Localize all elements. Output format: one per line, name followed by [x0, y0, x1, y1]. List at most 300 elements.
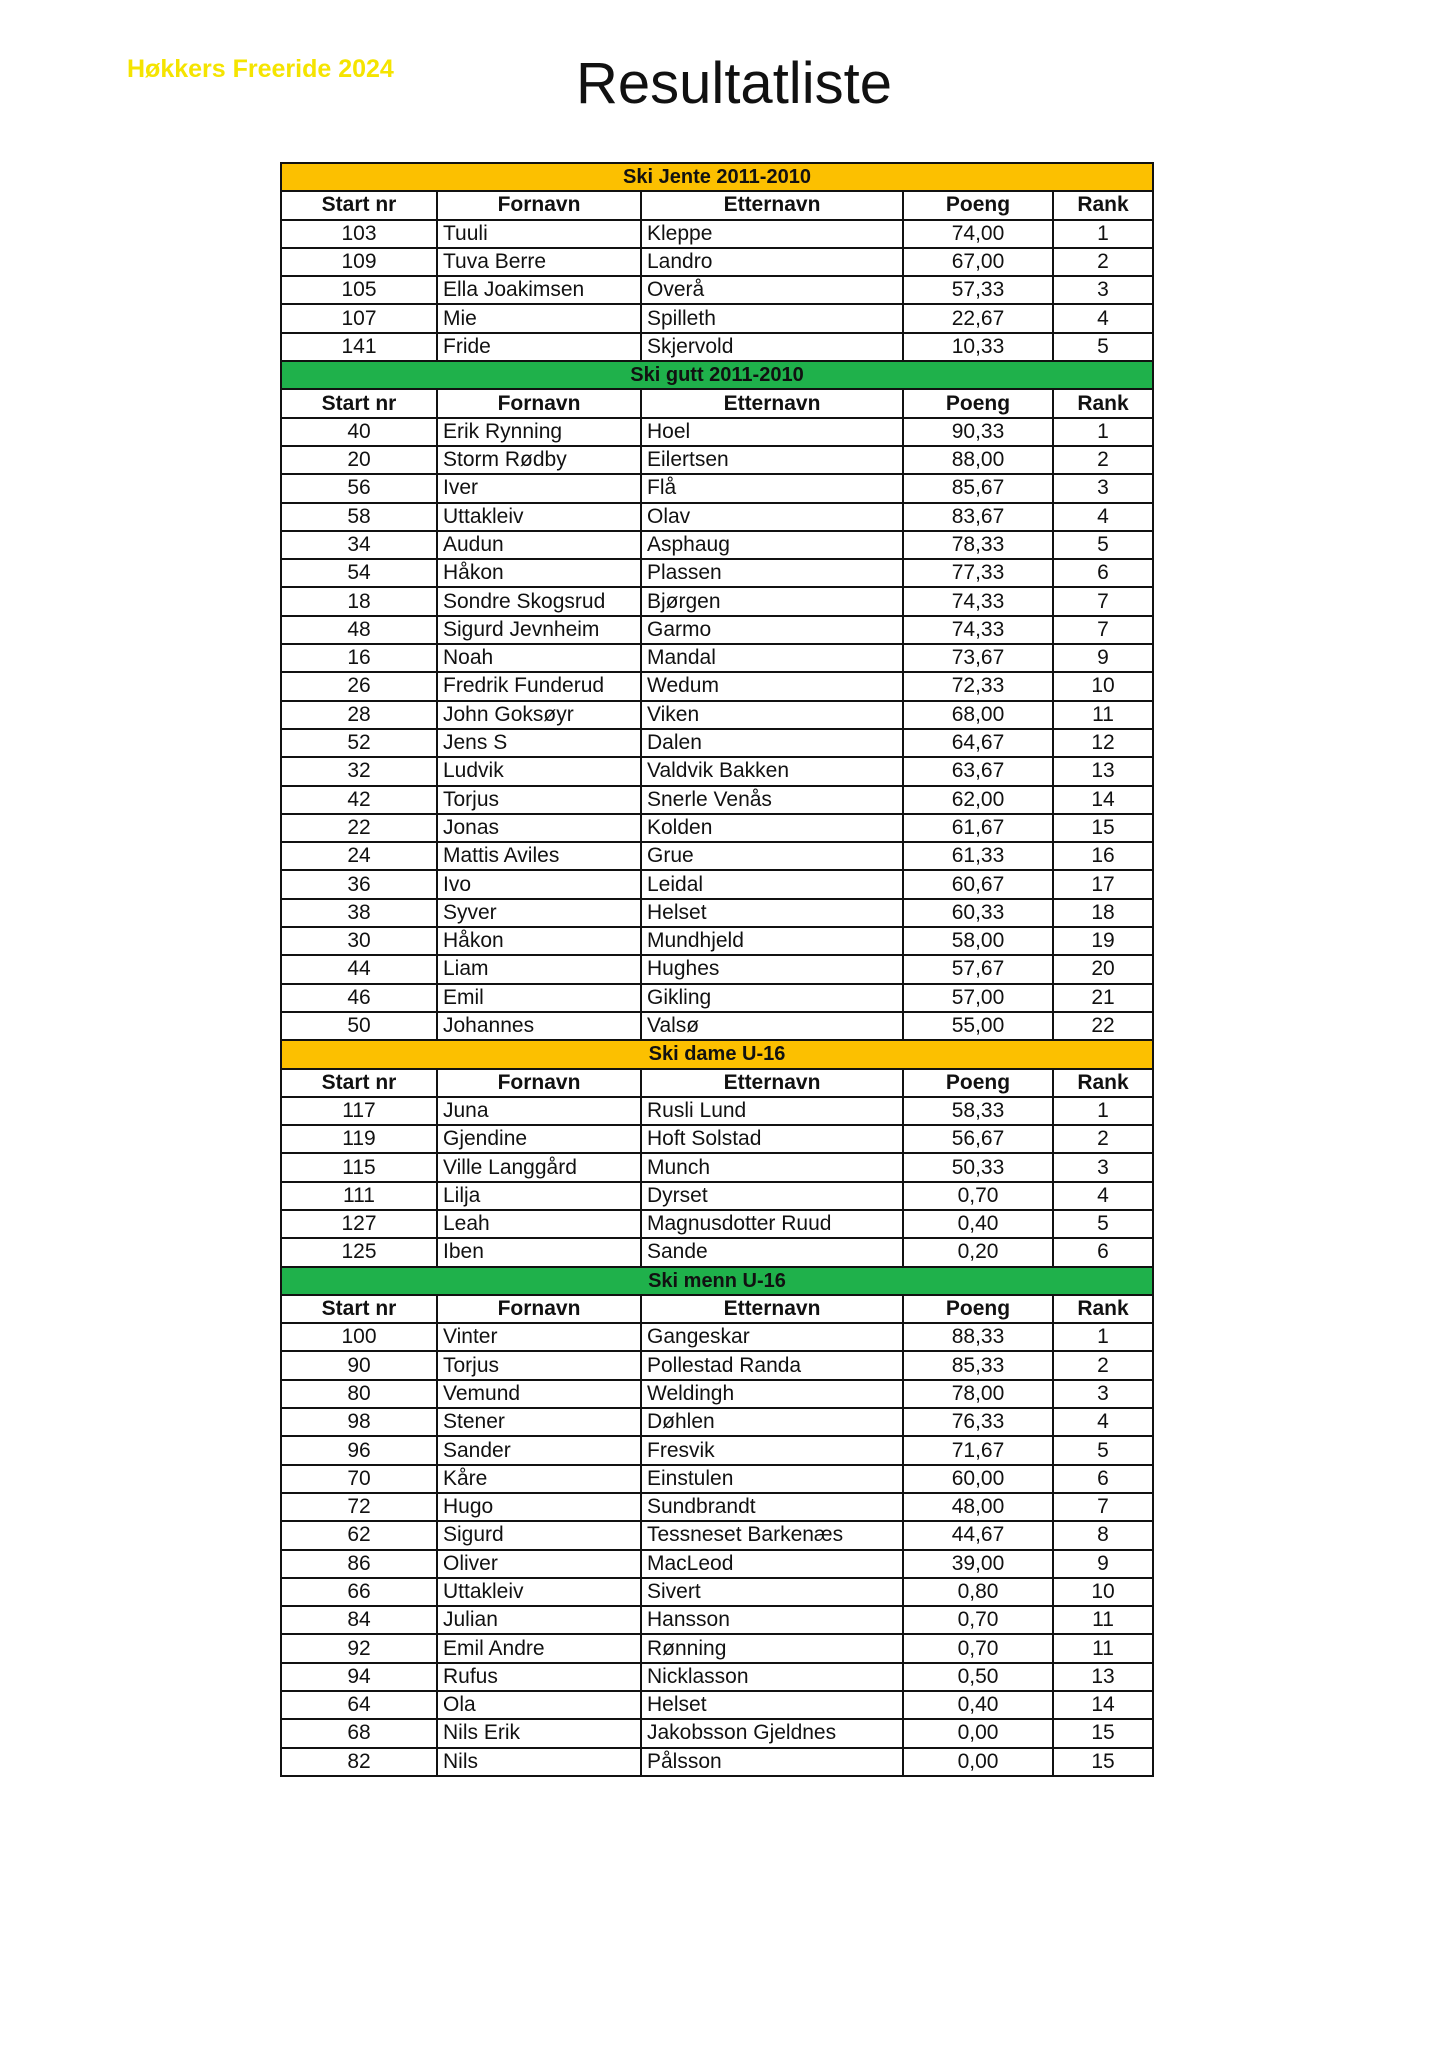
column-header-rank: Rank: [1053, 389, 1153, 417]
cell-start-nr: 94: [281, 1663, 437, 1691]
cell-fornavn: Liam: [437, 955, 641, 983]
cell-etternavn: Dalen: [641, 729, 903, 757]
table-row: [281, 814, 1153, 842]
cell-poeng: 0,80: [903, 1578, 1053, 1606]
table-row: [281, 1012, 1153, 1040]
column-header-etternavn: Etternavn: [641, 389, 903, 417]
cell-start-nr: 16: [281, 644, 437, 672]
table-row: [281, 870, 1153, 898]
cell-fornavn: Sigurd: [437, 1521, 641, 1549]
section-title: Ski menn U-16: [281, 1267, 1153, 1295]
cell-start-nr: 125: [281, 1238, 437, 1266]
cell-rank: 4: [1053, 1408, 1153, 1436]
table-row: [281, 503, 1153, 531]
table-row: [281, 757, 1153, 785]
cell-etternavn: Wedum: [641, 672, 903, 700]
table-row: [281, 1097, 1153, 1125]
table-row: [281, 1182, 1153, 1210]
section-title: Ski Jente 2011-2010: [281, 163, 1153, 191]
cell-poeng: 0,40: [903, 1210, 1053, 1238]
section-header: [281, 163, 1153, 191]
column-header-rank: Rank: [1053, 1295, 1153, 1323]
column-header-poeng: Poeng: [903, 389, 1053, 417]
table-row: [281, 1493, 1153, 1521]
cell-etternavn: Helset: [641, 1691, 903, 1719]
cell-fornavn: Emil Andre: [437, 1634, 641, 1662]
table-row: [281, 531, 1153, 559]
cell-rank: 19: [1053, 927, 1153, 955]
cell-poeng: 60,67: [903, 870, 1053, 898]
table-row: [281, 1578, 1153, 1606]
cell-poeng: 10,33: [903, 333, 1053, 361]
column-header-start-nr: Start nr: [281, 389, 437, 417]
column-header-fornavn: Fornavn: [437, 1295, 641, 1323]
table-row: [281, 1153, 1153, 1181]
table-row: [281, 1691, 1153, 1719]
cell-start-nr: 38: [281, 899, 437, 927]
cell-poeng: 58,33: [903, 1097, 1053, 1125]
cell-start-nr: 46: [281, 984, 437, 1012]
cell-start-nr: 64: [281, 1691, 437, 1719]
table-row: [281, 1550, 1153, 1578]
cell-start-nr: 82: [281, 1748, 437, 1776]
cell-fornavn: Oliver: [437, 1550, 641, 1578]
cell-start-nr: 56: [281, 474, 437, 502]
cell-rank: 10: [1053, 1578, 1153, 1606]
cell-etternavn: Mandal: [641, 644, 903, 672]
cell-rank: 4: [1053, 1182, 1153, 1210]
cell-poeng: 88,00: [903, 446, 1053, 474]
cell-etternavn: Eilertsen: [641, 446, 903, 474]
cell-poeng: 0,70: [903, 1634, 1053, 1662]
cell-poeng: 0,00: [903, 1748, 1053, 1776]
table-row: [281, 474, 1153, 502]
cell-etternavn: Rusli Lund: [641, 1097, 903, 1125]
cell-rank: 13: [1053, 757, 1153, 785]
table-row: [281, 842, 1153, 870]
cell-poeng: 78,00: [903, 1380, 1053, 1408]
cell-etternavn: Gikling: [641, 984, 903, 1012]
cell-etternavn: Olav: [641, 503, 903, 531]
cell-fornavn: Stener: [437, 1408, 641, 1436]
table-row: [281, 701, 1153, 729]
cell-etternavn: Nicklasson: [641, 1663, 903, 1691]
table-row: [281, 587, 1153, 615]
cell-rank: 1: [1053, 220, 1153, 248]
cell-rank: 20: [1053, 955, 1153, 983]
cell-fornavn: Jens S: [437, 729, 641, 757]
cell-etternavn: Snerle Venås: [641, 786, 903, 814]
cell-etternavn: Spilleth: [641, 304, 903, 332]
cell-start-nr: 42: [281, 786, 437, 814]
cell-fornavn: Iben: [437, 1238, 641, 1266]
cell-poeng: 63,67: [903, 757, 1053, 785]
cell-etternavn: Hoel: [641, 418, 903, 446]
cell-poeng: 56,67: [903, 1125, 1053, 1153]
cell-etternavn: Pålsson: [641, 1748, 903, 1776]
cell-fornavn: Tuuli: [437, 220, 641, 248]
cell-rank: 18: [1053, 899, 1153, 927]
table-row: [281, 1634, 1153, 1662]
cell-start-nr: 115: [281, 1153, 437, 1181]
table-row: [281, 276, 1153, 304]
column-header-row: [281, 1295, 1153, 1323]
cell-etternavn: Hughes: [641, 955, 903, 983]
column-header-fornavn: Fornavn: [437, 389, 641, 417]
cell-start-nr: 98: [281, 1408, 437, 1436]
cell-etternavn: Weldingh: [641, 1380, 903, 1408]
cell-etternavn: Jakobsson Gjeldnes: [641, 1719, 903, 1747]
cell-rank: 1: [1053, 1097, 1153, 1125]
cell-fornavn: Sondre Skogsrud: [437, 587, 641, 615]
cell-poeng: 68,00: [903, 701, 1053, 729]
cell-poeng: 0,40: [903, 1691, 1053, 1719]
page-title: Resultatliste: [576, 51, 892, 116]
cell-poeng: 0,20: [903, 1238, 1053, 1266]
cell-rank: 12: [1053, 729, 1153, 757]
table-row: [281, 729, 1153, 757]
cell-poeng: 85,67: [903, 474, 1053, 502]
cell-start-nr: 103: [281, 220, 437, 248]
cell-start-nr: 32: [281, 757, 437, 785]
table-row: [281, 1719, 1153, 1747]
cell-etternavn: Kleppe: [641, 220, 903, 248]
cell-poeng: 57,33: [903, 276, 1053, 304]
cell-start-nr: 50: [281, 1012, 437, 1040]
table-row: [281, 304, 1153, 332]
cell-poeng: 57,67: [903, 955, 1053, 983]
column-header-rank: Rank: [1053, 191, 1153, 219]
cell-start-nr: 62: [281, 1521, 437, 1549]
table-row: [281, 1125, 1153, 1153]
cell-rank: 7: [1053, 1493, 1153, 1521]
column-header-start-nr: Start nr: [281, 1069, 437, 1097]
cell-fornavn: Mattis Aviles: [437, 842, 641, 870]
cell-start-nr: 44: [281, 955, 437, 983]
cell-start-nr: 30: [281, 927, 437, 955]
table-row: [281, 1748, 1153, 1776]
cell-rank: 14: [1053, 786, 1153, 814]
table-row: [281, 333, 1153, 361]
cell-start-nr: 26: [281, 672, 437, 700]
cell-poeng: 85,33: [903, 1351, 1053, 1379]
cell-fornavn: Fride: [437, 333, 641, 361]
cell-fornavn: Erik Rynning: [437, 418, 641, 446]
section-header: [281, 361, 1153, 389]
cell-rank: 2: [1053, 446, 1153, 474]
cell-rank: 3: [1053, 474, 1153, 502]
cell-poeng: 48,00: [903, 1493, 1053, 1521]
cell-fornavn: Hugo: [437, 1493, 641, 1521]
cell-fornavn: Torjus: [437, 1351, 641, 1379]
table-row: [281, 1210, 1153, 1238]
cell-start-nr: 84: [281, 1606, 437, 1634]
cell-fornavn: Håkon: [437, 559, 641, 587]
cell-poeng: 74,33: [903, 587, 1053, 615]
cell-etternavn: Gangeskar: [641, 1323, 903, 1351]
cell-rank: 5: [1053, 1436, 1153, 1464]
section-title: Ski dame U-16: [281, 1040, 1153, 1068]
cell-etternavn: Sundbrandt: [641, 1493, 903, 1521]
cell-fornavn: Ivo: [437, 870, 641, 898]
cell-fornavn: Håkon: [437, 927, 641, 955]
cell-fornavn: Uttakleiv: [437, 1578, 641, 1606]
cell-start-nr: 24: [281, 842, 437, 870]
cell-poeng: 67,00: [903, 248, 1053, 276]
table-row: [281, 1323, 1153, 1351]
cell-etternavn: Valsø: [641, 1012, 903, 1040]
cell-rank: 11: [1053, 1606, 1153, 1634]
section-header: [281, 1267, 1153, 1295]
table-row: [281, 644, 1153, 672]
cell-etternavn: Tessneset Barkenæs: [641, 1521, 903, 1549]
table-row: [281, 1436, 1153, 1464]
cell-poeng: 0,70: [903, 1606, 1053, 1634]
table-row: [281, 786, 1153, 814]
event-name: Høkkers Freeride 2024: [127, 55, 394, 83]
cell-etternavn: Sande: [641, 1238, 903, 1266]
cell-rank: 10: [1053, 672, 1153, 700]
cell-etternavn: Helset: [641, 899, 903, 927]
cell-start-nr: 20: [281, 446, 437, 474]
cell-rank: 3: [1053, 1153, 1153, 1181]
cell-start-nr: 119: [281, 1125, 437, 1153]
cell-start-nr: 28: [281, 701, 437, 729]
cell-rank: 13: [1053, 1663, 1153, 1691]
cell-fornavn: Vinter: [437, 1323, 641, 1351]
cell-rank: 14: [1053, 1691, 1153, 1719]
cell-poeng: 22,67: [903, 304, 1053, 332]
cell-fornavn: Rufus: [437, 1663, 641, 1691]
table-row: [281, 1238, 1153, 1266]
table-row: [281, 927, 1153, 955]
cell-poeng: 90,33: [903, 418, 1053, 446]
table-row: [281, 672, 1153, 700]
cell-etternavn: Viken: [641, 701, 903, 729]
cell-poeng: 58,00: [903, 927, 1053, 955]
column-header-row: [281, 1069, 1153, 1097]
cell-fornavn: Nils: [437, 1748, 641, 1776]
cell-start-nr: 96: [281, 1436, 437, 1464]
column-header-fornavn: Fornavn: [437, 1069, 641, 1097]
cell-rank: 9: [1053, 1550, 1153, 1578]
cell-start-nr: 111: [281, 1182, 437, 1210]
cell-rank: 6: [1053, 1238, 1153, 1266]
cell-poeng: 0,50: [903, 1663, 1053, 1691]
table-row: [281, 899, 1153, 927]
cell-start-nr: 105: [281, 276, 437, 304]
cell-fornavn: Storm Rødby: [437, 446, 641, 474]
cell-start-nr: 66: [281, 1578, 437, 1606]
cell-poeng: 50,33: [903, 1153, 1053, 1181]
table-row: [281, 559, 1153, 587]
cell-start-nr: 34: [281, 531, 437, 559]
cell-poeng: 57,00: [903, 984, 1053, 1012]
cell-etternavn: Overå: [641, 276, 903, 304]
cell-start-nr: 68: [281, 1719, 437, 1747]
table-row: [281, 1521, 1153, 1549]
column-header-fornavn: Fornavn: [437, 191, 641, 219]
cell-etternavn: Rønning: [641, 1634, 903, 1662]
cell-start-nr: 141: [281, 333, 437, 361]
cell-fornavn: Audun: [437, 531, 641, 559]
cell-start-nr: 54: [281, 559, 437, 587]
cell-poeng: 39,00: [903, 1550, 1053, 1578]
table-row: [281, 1351, 1153, 1379]
table-row: [281, 1663, 1153, 1691]
cell-rank: 1: [1053, 1323, 1153, 1351]
cell-rank: 5: [1053, 333, 1153, 361]
cell-etternavn: Mundhjeld: [641, 927, 903, 955]
cell-fornavn: Ville Langgård: [437, 1153, 641, 1181]
cell-poeng: 77,33: [903, 559, 1053, 587]
cell-poeng: 60,33: [903, 899, 1053, 927]
cell-start-nr: 70: [281, 1465, 437, 1493]
cell-poeng: 74,33: [903, 616, 1053, 644]
cell-rank: 11: [1053, 1634, 1153, 1662]
cell-rank: 4: [1053, 503, 1153, 531]
cell-etternavn: Einstulen: [641, 1465, 903, 1493]
cell-etternavn: Fresvik: [641, 1436, 903, 1464]
cell-fornavn: Uttakleiv: [437, 503, 641, 531]
cell-etternavn: Hansson: [641, 1606, 903, 1634]
cell-rank: 2: [1053, 1125, 1153, 1153]
cell-etternavn: Garmo: [641, 616, 903, 644]
cell-fornavn: Julian: [437, 1606, 641, 1634]
cell-poeng: 71,67: [903, 1436, 1053, 1464]
cell-etternavn: Flå: [641, 474, 903, 502]
cell-etternavn: Døhlen: [641, 1408, 903, 1436]
cell-fornavn: Juna: [437, 1097, 641, 1125]
cell-fornavn: Johannes: [437, 1012, 641, 1040]
cell-etternavn: Munch: [641, 1153, 903, 1181]
cell-etternavn: Leidal: [641, 870, 903, 898]
table-row: [281, 1408, 1153, 1436]
cell-rank: 15: [1053, 1719, 1153, 1747]
cell-poeng: 78,33: [903, 531, 1053, 559]
results-table: [280, 162, 1154, 1777]
cell-rank: 7: [1053, 587, 1153, 615]
column-header-etternavn: Etternavn: [641, 1295, 903, 1323]
cell-rank: 3: [1053, 276, 1153, 304]
cell-fornavn: Torjus: [437, 786, 641, 814]
cell-fornavn: Syver: [437, 899, 641, 927]
cell-rank: 15: [1053, 814, 1153, 842]
cell-etternavn: Sivert: [641, 1578, 903, 1606]
cell-start-nr: 109: [281, 248, 437, 276]
column-header-poeng: Poeng: [903, 1295, 1053, 1323]
table-row: [281, 418, 1153, 446]
table-row: [281, 1380, 1153, 1408]
cell-poeng: 61,67: [903, 814, 1053, 842]
cell-poeng: 83,67: [903, 503, 1053, 531]
cell-etternavn: Hoft Solstad: [641, 1125, 903, 1153]
cell-start-nr: 72: [281, 1493, 437, 1521]
cell-poeng: 0,70: [903, 1182, 1053, 1210]
cell-start-nr: 127: [281, 1210, 437, 1238]
cell-etternavn: Skjervold: [641, 333, 903, 361]
cell-start-nr: 48: [281, 616, 437, 644]
section-header: [281, 1040, 1153, 1068]
cell-rank: 8: [1053, 1521, 1153, 1549]
cell-fornavn: John Goksøyr: [437, 701, 641, 729]
cell-fornavn: Leah: [437, 1210, 641, 1238]
cell-start-nr: 40: [281, 418, 437, 446]
cell-etternavn: Asphaug: [641, 531, 903, 559]
cell-start-nr: 100: [281, 1323, 437, 1351]
cell-poeng: 88,33: [903, 1323, 1053, 1351]
column-header-start-nr: Start nr: [281, 1295, 437, 1323]
cell-etternavn: Kolden: [641, 814, 903, 842]
cell-rank: 16: [1053, 842, 1153, 870]
cell-start-nr: 107: [281, 304, 437, 332]
table-row: [281, 446, 1153, 474]
table-row: [281, 955, 1153, 983]
column-header-poeng: Poeng: [903, 191, 1053, 219]
cell-fornavn: Ola: [437, 1691, 641, 1719]
cell-poeng: 76,33: [903, 1408, 1053, 1436]
cell-rank: 4: [1053, 304, 1153, 332]
column-header-start-nr: Start nr: [281, 191, 437, 219]
cell-rank: 2: [1053, 1351, 1153, 1379]
cell-start-nr: 92: [281, 1634, 437, 1662]
cell-fornavn: Fredrik Funderud: [437, 672, 641, 700]
table-row: [281, 1606, 1153, 1634]
cell-fornavn: Sigurd Jevnheim: [437, 616, 641, 644]
cell-fornavn: Jonas: [437, 814, 641, 842]
column-header-etternavn: Etternavn: [641, 191, 903, 219]
cell-fornavn: Emil: [437, 984, 641, 1012]
cell-rank: 22: [1053, 1012, 1153, 1040]
cell-fornavn: Noah: [437, 644, 641, 672]
cell-etternavn: Grue: [641, 842, 903, 870]
cell-rank: 1: [1053, 418, 1153, 446]
results-body: [281, 163, 1153, 1776]
cell-rank: 15: [1053, 1748, 1153, 1776]
cell-rank: 17: [1053, 870, 1153, 898]
cell-fornavn: Lilja: [437, 1182, 641, 1210]
column-header-etternavn: Etternavn: [641, 1069, 903, 1097]
cell-fornavn: Sander: [437, 1436, 641, 1464]
cell-rank: 9: [1053, 644, 1153, 672]
cell-etternavn: Bjørgen: [641, 587, 903, 615]
table-row: [281, 984, 1153, 1012]
cell-poeng: 44,67: [903, 1521, 1053, 1549]
table-row: [281, 616, 1153, 644]
cell-start-nr: 58: [281, 503, 437, 531]
cell-etternavn: Dyrset: [641, 1182, 903, 1210]
cell-poeng: 72,33: [903, 672, 1053, 700]
cell-poeng: 60,00: [903, 1465, 1053, 1493]
cell-poeng: 73,67: [903, 644, 1053, 672]
cell-rank: 7: [1053, 616, 1153, 644]
cell-start-nr: 52: [281, 729, 437, 757]
cell-etternavn: Magnusdotter Ruud: [641, 1210, 903, 1238]
cell-fornavn: Gjendine: [437, 1125, 641, 1153]
column-header-row: [281, 389, 1153, 417]
cell-etternavn: MacLeod: [641, 1550, 903, 1578]
cell-poeng: 0,00: [903, 1719, 1053, 1747]
cell-fornavn: Nils Erik: [437, 1719, 641, 1747]
cell-etternavn: Plassen: [641, 559, 903, 587]
cell-fornavn: Tuva Berre: [437, 248, 641, 276]
cell-poeng: 62,00: [903, 786, 1053, 814]
cell-fornavn: Iver: [437, 474, 641, 502]
column-header-row: [281, 191, 1153, 219]
cell-rank: 6: [1053, 1465, 1153, 1493]
table-row: [281, 1465, 1153, 1493]
cell-fornavn: Vemund: [437, 1380, 641, 1408]
